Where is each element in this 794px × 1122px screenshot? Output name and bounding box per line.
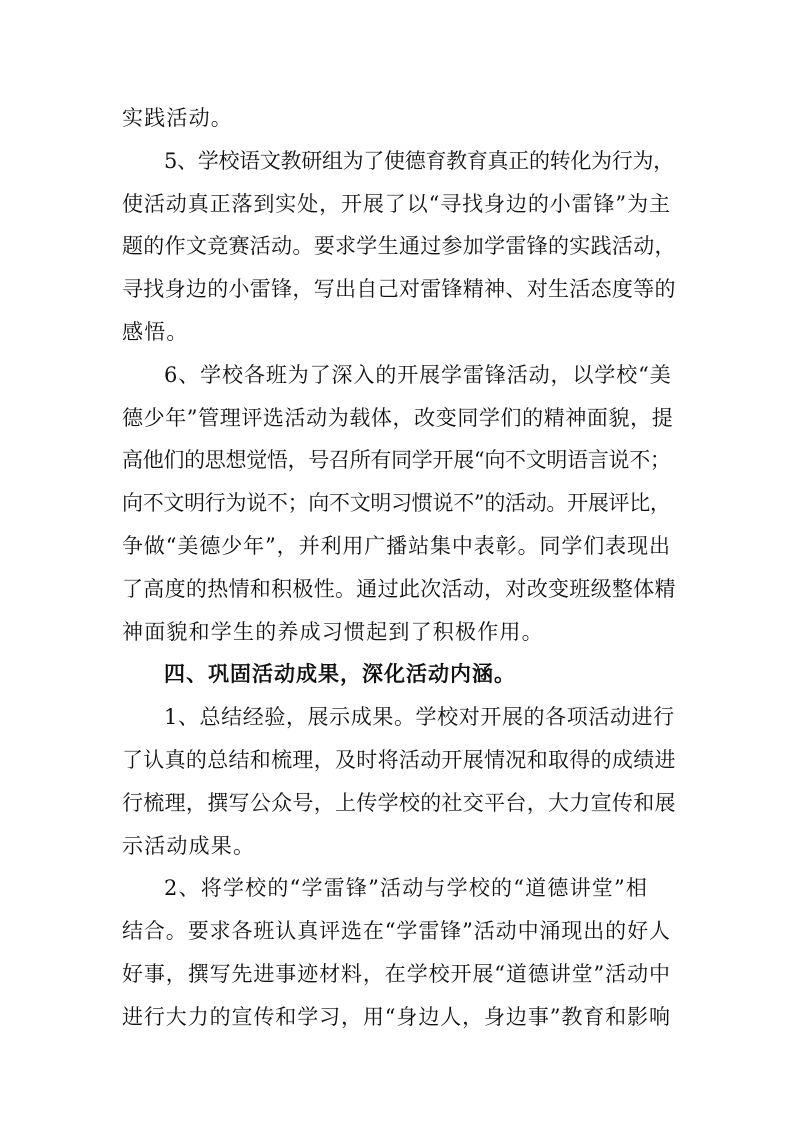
- paragraph-line: 2、将学校的“学雷锋”活动与学校的“道德讲堂”相: [164, 876, 649, 900]
- paragraph-line: 感悟。: [122, 320, 189, 344]
- section-heading: 四、巩固活动成果，深化活动内涵。: [164, 662, 516, 686]
- paragraph-line: 行梳理，撰写公众号，上传学校的社交平台，大力宣传和展: [122, 791, 676, 815]
- paragraph-line: 了认真的总结和梳理，及时将活动开展情况和取得的成绩进: [122, 748, 676, 772]
- paragraph-line: 好事，撰写先进事迹材料，在学校开展“道德讲堂”活动中: [122, 962, 671, 986]
- paragraph-line: 高他们的思想觉悟，号召所有同学开展“向不文明语言说不；: [122, 448, 671, 472]
- paragraph-line: 题的作文竞赛活动。要求学生通过参加学雷锋的实践活动，: [122, 234, 676, 258]
- paragraph-line: 德少年”管理评选活动为载体，改变同学们的精神面貌，提: [122, 406, 674, 430]
- paragraph-line: 6、学校各班为了深入的开展学雷锋活动，以学校“美: [164, 363, 672, 387]
- paragraph-line: 使活动真正落到实处，开展了以“寻找身边的小雷锋”为主: [122, 192, 671, 216]
- paragraph-line: 进行大力的宣传和学习，用“身边人，身边事”教育和影响: [122, 1005, 671, 1029]
- paragraph-line: 1、总结经验，展示成果。学校对开展的各项活动进行: [164, 705, 675, 729]
- paragraph-line: 向不文明行为说不；向不文明习惯说不”的活动。开展评比，: [122, 491, 671, 515]
- paragraph-line: 争做“美德少年”，并利用广播站集中表彰。同学们表现出: [122, 534, 671, 558]
- paragraph-line: 神面貌和学生的养成习惯起到了积极作用。: [122, 620, 544, 644]
- paragraph-line: 寻找身边的小雷锋，写出自己对雷锋精神、对生活态度等的: [122, 277, 676, 301]
- paragraph-line: 5、学校语文教研组为了使德育教育真正的转化为行为，: [164, 149, 674, 173]
- paragraph-line: 示活动成果。: [122, 834, 256, 858]
- paragraph-line: 实践活动。: [122, 106, 233, 130]
- paragraph-line: 了高度的热情和积极性。通过此次活动，对改变班级整体精: [122, 577, 676, 601]
- paragraph-line: 结合。要求各班认真评选在“学雷锋”活动中涌现出的好人: [122, 919, 671, 943]
